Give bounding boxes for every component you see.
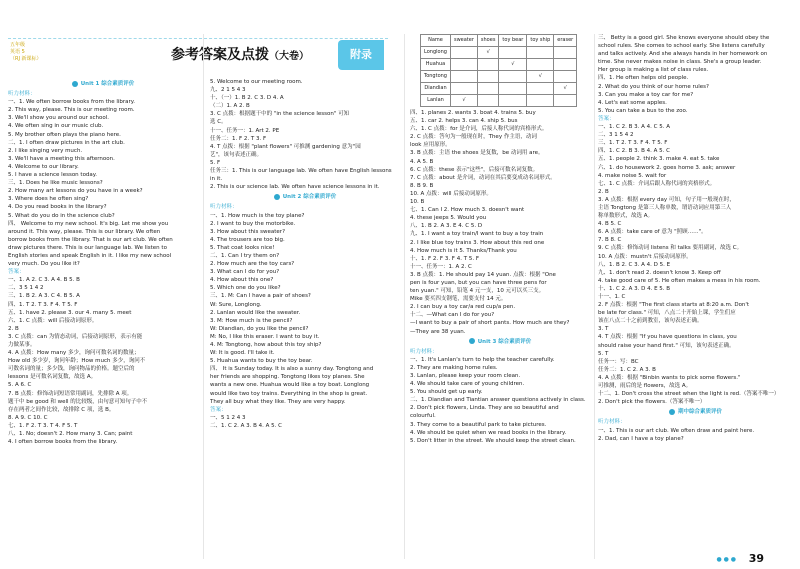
table-cell: √ bbox=[527, 71, 554, 83]
table-cell bbox=[477, 71, 499, 83]
table-cell bbox=[499, 47, 527, 59]
answer-line: 三、1. Does he like music lessons? bbox=[8, 180, 103, 187]
answer-line: 六、1. C 点拨：for 是介词，后接人称代词的宾格形式。 bbox=[410, 126, 548, 133]
answer-line: 3. We'll have a meeting this afternoon. bbox=[8, 155, 115, 162]
table-header-cell: shoes bbox=[477, 35, 499, 47]
answer-line: 3. Where does he often sing? bbox=[8, 196, 89, 203]
answer-line: 五、1. have 2. please 3. our 4. many 5. meet bbox=[8, 309, 132, 316]
answer-line: draw pictures there. This is our language lab. We listen to bbox=[8, 244, 167, 251]
table-cell bbox=[527, 47, 554, 59]
answer-line: 2. I like blue toy trains 3. How about this red one bbox=[410, 239, 545, 246]
answer-line: 4. We should take care of young children. bbox=[410, 381, 525, 388]
answer-line: and talks actively. And she always hands in her homework on bbox=[598, 51, 768, 58]
answer-line: 4. Do you read books in the library? bbox=[8, 204, 107, 211]
answer-line: 4. A 点拨：How many 多少，询问可数名词的数量； bbox=[8, 350, 140, 357]
answer-line: wants a new one. Huahua would like a toy boat. Longlong bbox=[210, 382, 370, 389]
table-cell: Longlong bbox=[421, 47, 451, 59]
answer-line: 6. C 点拨：these 表示"这些"，后接可数名词复数。 bbox=[410, 166, 539, 173]
answer-line: 4. The trousers are too big. bbox=[210, 236, 285, 243]
answer-line: 2. Lanlan would like the sweater. bbox=[210, 309, 301, 316]
answer-line: 七、1. Can I 2. How much 3. doesn't want bbox=[410, 207, 525, 214]
answer-line: 十、1. F 2. F 3. F 4. T 5. F bbox=[410, 255, 479, 262]
answer-line: W: Sure, Longlong. bbox=[210, 301, 262, 308]
answer-line: look 应用原形。 bbox=[410, 142, 451, 149]
grade-label: 五年级 bbox=[10, 42, 26, 48]
section-heading bbox=[210, 193, 400, 201]
answer-line: 八、1. B 2. A 3. E 4. C 5. D bbox=[410, 223, 483, 230]
table-cell: Huahua bbox=[421, 59, 451, 71]
table-cell bbox=[527, 59, 554, 71]
column-divider bbox=[203, 34, 204, 559]
answer-line: 称单数形式，故选 A。 bbox=[598, 213, 654, 220]
column-2 bbox=[210, 78, 400, 430]
answer-line: 二、3 1 5 4 2 bbox=[598, 132, 634, 139]
answer-line: 5. Welcome to our meeting room. bbox=[210, 79, 303, 85]
table-header-cell: toy bear bbox=[499, 35, 527, 47]
answer-line: 四、1. T 2. T 3. F 4. T 5. F bbox=[8, 301, 78, 308]
answer-line: around it. This way, please. This is our library. We often bbox=[8, 228, 161, 235]
answer-line: 四、1. planes 2. wants 3. boat 4. trains 5. buy bbox=[410, 110, 536, 116]
column-1 bbox=[8, 78, 198, 446]
answer-line: 5. My brother often plays the piano here. bbox=[8, 131, 121, 138]
heading-dot-icon bbox=[669, 409, 675, 415]
page-dots: ● ● ● bbox=[716, 556, 736, 563]
table-cell: Tongtong bbox=[421, 71, 451, 83]
answer-line: 3. What can I do for you? bbox=[210, 269, 280, 276]
answer-line: pen is four yuan, but you can have three pens for bbox=[410, 279, 547, 286]
table-cell bbox=[450, 83, 477, 95]
answer-line: 主语 Tongtong 是第三人称单数，谓语动词应用第三人 bbox=[598, 204, 732, 211]
answer-line: 艺"，该句表述正确。 bbox=[210, 151, 263, 158]
answer-line: 8. B 9. B bbox=[410, 182, 434, 189]
heading-text: Unit 1 综合素质评价 bbox=[80, 81, 135, 87]
answer-line: 4. B 5. C bbox=[598, 221, 622, 228]
answer-line: 2. B bbox=[598, 188, 609, 195]
answer-line: 5. F bbox=[210, 159, 221, 166]
answer-line: 5. I have a science lesson today. bbox=[8, 172, 98, 179]
answer-line: 十一、任务一：1. Art 2. PE bbox=[210, 127, 280, 134]
answer-line: 2. What do you think of our home rules? bbox=[598, 83, 709, 90]
answer-line: 五、1. people 2. think 3. make 4. eat 5. take bbox=[598, 156, 720, 163]
section-label: 答案： bbox=[8, 269, 25, 276]
answer-line: 3. B 点拨：主语 the shoes 是复数，be 动词用 are。 bbox=[410, 150, 544, 157]
answer-line: 4. M: Tongtong, how about this toy ship? bbox=[210, 342, 322, 348]
section-heading bbox=[410, 338, 590, 346]
table-cell bbox=[477, 59, 499, 71]
answer-line: 十、（一）1. B 2. C 3. D 4. A bbox=[210, 95, 284, 102]
answer-line: 四、 Welcome to my new school. It's big. Let me show you bbox=[8, 220, 169, 227]
answer-line: 二、1. Diandian and Tiantian answer questions actively in class. bbox=[410, 397, 586, 404]
answer-line: 十二、1. Don't cross the street when the light is red.（答案不唯一） bbox=[598, 391, 780, 398]
section-heading bbox=[8, 80, 198, 88]
answer-line: 2. This is our science lab. We often have science lessons in it. bbox=[210, 184, 380, 191]
answer-line: 2. F 点拨：根据 "The first class starts at 8:20 a.m. Don't bbox=[598, 302, 750, 309]
section-label: 听力材料： bbox=[410, 348, 438, 355]
answer-line: 2. They are making home rules. bbox=[410, 364, 498, 371]
answer-line: 4. T 点拨：根据 "If you have questions in class, you bbox=[598, 334, 737, 341]
answer-line: 3. C 点拨：can 为情态动词，后接动词原形，表示有能 bbox=[8, 333, 143, 340]
answer-line: 六、1. do housework 2. goes home 3. ask; answer bbox=[598, 164, 736, 171]
table-cell bbox=[554, 71, 577, 83]
answer-line: 4. How much is it 5. Thanks/Thank you bbox=[410, 247, 517, 254]
answer-line: 五、1. car 2. helps 3. can 4. ship 5. bus bbox=[410, 118, 518, 125]
answer-line: 5. Huahua wants to buy the toy bear. bbox=[210, 358, 313, 365]
answer-line: 5. Which one do you like? bbox=[210, 285, 281, 292]
answer-line: 4. take good care of 5. He often makes a mess in his room. bbox=[598, 277, 761, 284]
answer-line: 4. make noise 5. wait for bbox=[598, 172, 667, 179]
answer-line: 5. Don't litter in the street. We should keep the street clean. bbox=[410, 437, 576, 444]
answer-line: 任务三：1. This is our language lab. We often have English lessons bbox=[210, 168, 392, 175]
answer-line: 4. I often borrow books from the library. bbox=[8, 439, 118, 446]
answer-line: 六、1. C 点拨：will 后接动词原形。 bbox=[8, 317, 98, 324]
answer-line: should raise your hand first." 可知，该句表述正确。 bbox=[598, 342, 735, 349]
answer-line: （二）1. A 2. B bbox=[210, 103, 250, 110]
answer-line: 3. How about this sweater? bbox=[210, 228, 285, 235]
table-cell bbox=[554, 95, 577, 107]
answer-line: 2. I can buy a toy car/a red cup/a pen. bbox=[410, 304, 516, 311]
answer-line: —I want to buy a pair of short pants. How much are they? bbox=[410, 320, 570, 327]
answer-line: 八、1. No; doesn't 2. How many 3. Can; paint bbox=[8, 431, 133, 438]
heading-dot-icon bbox=[72, 81, 78, 87]
answer-line: 十二、—What can I do for you? bbox=[410, 312, 495, 319]
answer-line: —They are 38 yuan. bbox=[410, 328, 466, 335]
answer-line: 4. Let's eat some apples. bbox=[598, 99, 667, 106]
answer-line: her friends are shopping. Tongtong likes toy planes. She bbox=[210, 374, 365, 381]
answer-line: 七、1. F 2. T 3. T 4. F 5. T bbox=[8, 422, 78, 429]
answer-line: 三、1. M: Can I have a pair of shoes? bbox=[210, 293, 311, 300]
table-cell: √ bbox=[450, 95, 477, 107]
answer-line: 5. That coat looks nice! bbox=[210, 244, 275, 251]
table-row bbox=[421, 59, 577, 71]
answer-line: 3. C 点拨：根据题干中的 "in the science lesson" 可知 bbox=[210, 111, 350, 118]
answer-line: 2. How many art lessons do you have in a week? bbox=[8, 188, 143, 195]
answer-line: would like two toy trains. Everything in the shop is great. bbox=[210, 390, 368, 397]
answer-line: 三、 Betty is a good girl. She knows everyone should obey the bbox=[598, 35, 770, 41]
answer-line: 3. Lanlan, please keep your room clean. bbox=[410, 373, 521, 379]
answer-line: 2. This way, please. This is our meeting room. bbox=[8, 107, 135, 114]
section-label: 听力材料： bbox=[598, 419, 626, 426]
answer-line: 十一、1. C bbox=[598, 294, 626, 300]
answer-line: 九、1. I want a toy train/I want to buy a toy train bbox=[410, 231, 544, 238]
answer-line: 二、1. Can I try them on? bbox=[210, 252, 280, 259]
column-divider bbox=[594, 34, 595, 559]
answer-line: in it. bbox=[210, 176, 223, 183]
answer-line: Her group is making a list of class rules. bbox=[598, 67, 709, 74]
answer-line: 2. B bbox=[8, 325, 19, 332]
answer-line: very much. Do you like it? bbox=[8, 261, 80, 268]
answer-line: 一、1. How much is the toy plane? bbox=[210, 212, 305, 219]
table-cell bbox=[527, 83, 554, 95]
answer-line: 4. A 5. B bbox=[410, 158, 434, 165]
table-header-cell: sweater bbox=[450, 35, 477, 47]
book-info bbox=[10, 42, 48, 63]
answer-line: 十、1. C 2. A 3. D 4. E 5. B bbox=[598, 285, 671, 292]
answer-line: 该在八点二十之前到教室，该句表述正确。 bbox=[598, 318, 703, 325]
answer-line: M: No, I like this eraser. I want to buy it. bbox=[210, 333, 320, 340]
column-divider bbox=[404, 34, 405, 559]
answer-line: How old 多少岁，询问年龄；How much 多少，询问不 bbox=[8, 358, 146, 365]
table-cell bbox=[450, 47, 477, 59]
answer-line: They all buy what they like. They are very happy. bbox=[210, 398, 346, 405]
answer-line: 四、1. C 2. B 3. B 4. A 5. C bbox=[598, 148, 670, 155]
table-row bbox=[421, 83, 577, 95]
answer-line: 2. C 点拨：答句为一般现在时，They 作主语，动词 bbox=[410, 134, 537, 141]
answer-line: 4. T 点拨：根据 "plant flowers" 可推测 gardening 意为"园 bbox=[210, 143, 361, 150]
answer-line: 2. I like singing very much. bbox=[8, 147, 83, 154]
table-cell: √ bbox=[477, 47, 499, 59]
answer-line: 任务二：1. C 2. A 3. B bbox=[598, 366, 656, 373]
answer-line: 一、1. We often borrow books from the library. bbox=[8, 99, 135, 106]
answer-line: 2. Don't pick flowers, Linda. They are so beautiful and bbox=[410, 405, 559, 412]
answer-line: 4. We should be quiet when we read books in the library. bbox=[410, 429, 567, 436]
answer-line: 任务二：1. F 2. T 3. F bbox=[210, 135, 267, 142]
answer-line: 选 C。 bbox=[210, 119, 227, 126]
answer-line: 3. B 点拨：1. He should pay 14 yuan. 点拨：根据 "One bbox=[410, 271, 556, 278]
answer-line: 力做某事。 bbox=[8, 342, 36, 348]
answer-line: 九、1. don't read 2. doesn't know 3. Keep off bbox=[598, 269, 721, 276]
table-row bbox=[421, 47, 577, 59]
table-header-cell: Name bbox=[421, 35, 451, 47]
page-number: 39 bbox=[748, 552, 764, 565]
answer-line: school rules. She comes to school early. She listens carefully bbox=[598, 43, 765, 50]
answer-line: borrow books from the library. That is our art club. We often bbox=[8, 236, 173, 243]
heading-text: 期中综合素质评价 bbox=[677, 409, 722, 416]
answer-line: 9. C 点拨：修饰动词 listens 和 talks 要用副词，故选 C。 bbox=[598, 245, 743, 252]
answer-line: 二、3 5 1 4 2 bbox=[8, 285, 44, 292]
answer-line: 3. M: How much is the pencil? bbox=[210, 317, 293, 324]
answer-line: 2. Dad, can I have a toy plane? bbox=[598, 435, 684, 442]
answer-line: 二、1. C 2. A 3. B 4. A 5. C bbox=[210, 422, 282, 429]
table-cell bbox=[527, 95, 554, 107]
edition-label: （RJ 新课标） bbox=[10, 56, 42, 62]
section-heading bbox=[598, 408, 793, 416]
answer-line: lessons 是可数名词复数，故选 A。 bbox=[8, 374, 97, 381]
answer-line: 可数名词的量；多少钱，询问物品的价格。题空后的 bbox=[8, 366, 135, 373]
answer-line: ten yuan." 可知，铅笔 4 元一支，10 元可以买三支。 bbox=[410, 288, 545, 295]
section-label: 答案： bbox=[598, 115, 615, 122]
heading-dot-icon bbox=[469, 338, 475, 344]
answer-line: 一、1. It's Lanlan's turn to help the teacher carefully. bbox=[410, 356, 555, 363]
title-main: 参考答案及点拨 bbox=[171, 47, 269, 63]
table-cell: √ bbox=[554, 83, 577, 95]
answer-line: 四、1. He often helps old people. bbox=[598, 75, 689, 82]
answer-line: 3. They come to a beautiful park to take pictures. bbox=[410, 421, 547, 428]
answer-line: 八、1. B 2. C 3. A 4. D 5. E bbox=[598, 261, 671, 268]
table-cell: Diandian bbox=[421, 83, 451, 95]
answer-line: 5. T bbox=[598, 350, 609, 357]
answer-line: 存在两者之间作比较，故排除 C 项，选 B。 bbox=[8, 406, 115, 413]
answer-line: 题干中 be good 和 well 的比较级，由句意可知句子中不 bbox=[8, 398, 148, 405]
table-cell bbox=[554, 47, 577, 59]
answer-line: 4. Welcome to our library. bbox=[8, 163, 79, 170]
answer-line: W: Diandian, do you like the pencil? bbox=[210, 325, 309, 332]
answer-line: 10. A 点拨：mustn't 后接动词原形。 bbox=[598, 253, 692, 260]
answer-line: 3. A 点拨：根据 every day 可知，句子用一般现在时， bbox=[598, 196, 735, 203]
answer-line: 2. Don't pick the flowers.（答案不唯一） bbox=[598, 399, 706, 406]
column-3-text bbox=[410, 109, 590, 445]
answer-line: 3. We'll show you around our school. bbox=[8, 115, 109, 122]
answer-line: 4. these jeeps 5. Would you bbox=[410, 215, 487, 222]
heading-text: Unit 2 综合素质评价 bbox=[282, 194, 337, 201]
answer-line: 可推测，雨后的是 flowers，故选 A。 bbox=[598, 383, 692, 390]
column-4 bbox=[598, 34, 793, 443]
answer-line: 7. B 8. C bbox=[598, 237, 622, 244]
table-cell bbox=[499, 71, 527, 83]
subject-label: 英语 5 bbox=[10, 49, 25, 55]
answer-line: 4. How about this one? bbox=[210, 277, 274, 284]
section-label: 听力材料： bbox=[8, 91, 36, 98]
table-row bbox=[421, 71, 577, 83]
answer-line: 一、1. A 2. C 3. A 4. B 5. B bbox=[8, 277, 80, 284]
answer-line: 十一、任务一：1. A 2. C bbox=[410, 263, 472, 270]
answer-line: time. She never makes noise in class. She's a group leader. bbox=[598, 59, 762, 66]
answer-line: 7. C 点拨：about 是介词，动词在其后要变成动名词形式。 bbox=[410, 174, 556, 181]
answer-line: 七、1. C 点拨：介词后跟人称代词的宾格形式。 bbox=[598, 180, 716, 187]
table-cell bbox=[499, 95, 527, 107]
answer-line: 2. I want to buy the motorbike. bbox=[210, 220, 296, 227]
answer-line: be late for class." 可知，八点二十开始上课，学生们应 bbox=[598, 310, 736, 317]
answer-line: 九、2 1 5 4 3 bbox=[210, 87, 246, 94]
answer-line: 4. A 点拨：根据 "Binbin wants to pick some flowers." bbox=[598, 374, 741, 381]
answer-line: English stories and speak English in it. I like my new school bbox=[8, 252, 172, 259]
answer-line: 一、5 1 2 4 3 bbox=[210, 414, 246, 421]
answer-line: 3. T bbox=[598, 326, 609, 333]
table-row bbox=[421, 95, 577, 107]
table-cell bbox=[499, 83, 527, 95]
answer-line: 三、1. T 2. T 3. F 4. T 5. F bbox=[598, 140, 668, 147]
table-cell bbox=[554, 59, 577, 71]
answer-line: 5. You can take a bus to the zoo. bbox=[598, 107, 688, 114]
answer-line: 8. A 9. C 10. C bbox=[8, 414, 48, 421]
answer-line: 10. B bbox=[410, 199, 425, 206]
answer-line: 5. You should get up early. bbox=[410, 389, 483, 396]
answer-line: 3. Can you make a toy car for me? bbox=[598, 91, 694, 98]
answer-line: 10. A 点拨：will 后接动词原形。 bbox=[410, 190, 492, 197]
answer-line: 4. We often sing in our music club. bbox=[8, 123, 104, 130]
column-3 bbox=[410, 34, 590, 445]
table-cell: Lanlan bbox=[421, 95, 451, 107]
answer-line: Mike 要买四支钢笔，需要支付 14 元。 bbox=[410, 296, 507, 303]
answer-line: 三、1. B 2. A 3. C 4. B 5. A bbox=[8, 293, 80, 300]
section-label: 听力材料： bbox=[210, 204, 238, 211]
page-title bbox=[125, 42, 355, 68]
table-header-cell: eraser bbox=[554, 35, 577, 47]
table-cell bbox=[477, 95, 499, 107]
answer-line: 二、1. I often draw pictures in the art club. bbox=[8, 139, 125, 146]
answer-line: 任务一：写：BC bbox=[598, 358, 639, 365]
table-header-cell: toy ship bbox=[527, 35, 554, 47]
answer-line: 6. A 点拨：take care of 意为 "照顾……"。 bbox=[598, 229, 707, 236]
table-cell bbox=[477, 83, 499, 95]
answer-line: 2. How much are the toy cars? bbox=[210, 261, 295, 268]
answer-line: 四、 It is Sunday today. It is also a sunny day. Tongtong and bbox=[210, 366, 374, 373]
appendix-tab: 附录 bbox=[338, 40, 384, 70]
table-cell bbox=[450, 71, 477, 83]
shopping-table bbox=[420, 34, 577, 107]
answer-line: 一、1. This is our art club. We often draw and paint here. bbox=[598, 427, 755, 434]
answer-line: 5. A 6. C bbox=[8, 382, 32, 389]
answer-line: 一、1. C 2. B 3. A 4. C 5. A bbox=[598, 124, 670, 131]
answer-line: colourful. bbox=[410, 413, 436, 420]
answer-line: 5. What do you do in the science club? bbox=[8, 212, 115, 219]
table-cell: √ bbox=[499, 59, 527, 71]
title-sub: （大卷） bbox=[269, 51, 309, 62]
table-cell bbox=[450, 59, 477, 71]
heading-dot-icon bbox=[274, 194, 280, 200]
answer-line: 7. B 点拨：修饰动词短语常用副词，先排除 A 项。 bbox=[8, 390, 133, 397]
answer-line: W: It is good. I'll take it. bbox=[210, 350, 275, 357]
section-label: 答案： bbox=[210, 406, 227, 413]
heading-text: Unit 3 综合素质评价 bbox=[477, 338, 532, 345]
